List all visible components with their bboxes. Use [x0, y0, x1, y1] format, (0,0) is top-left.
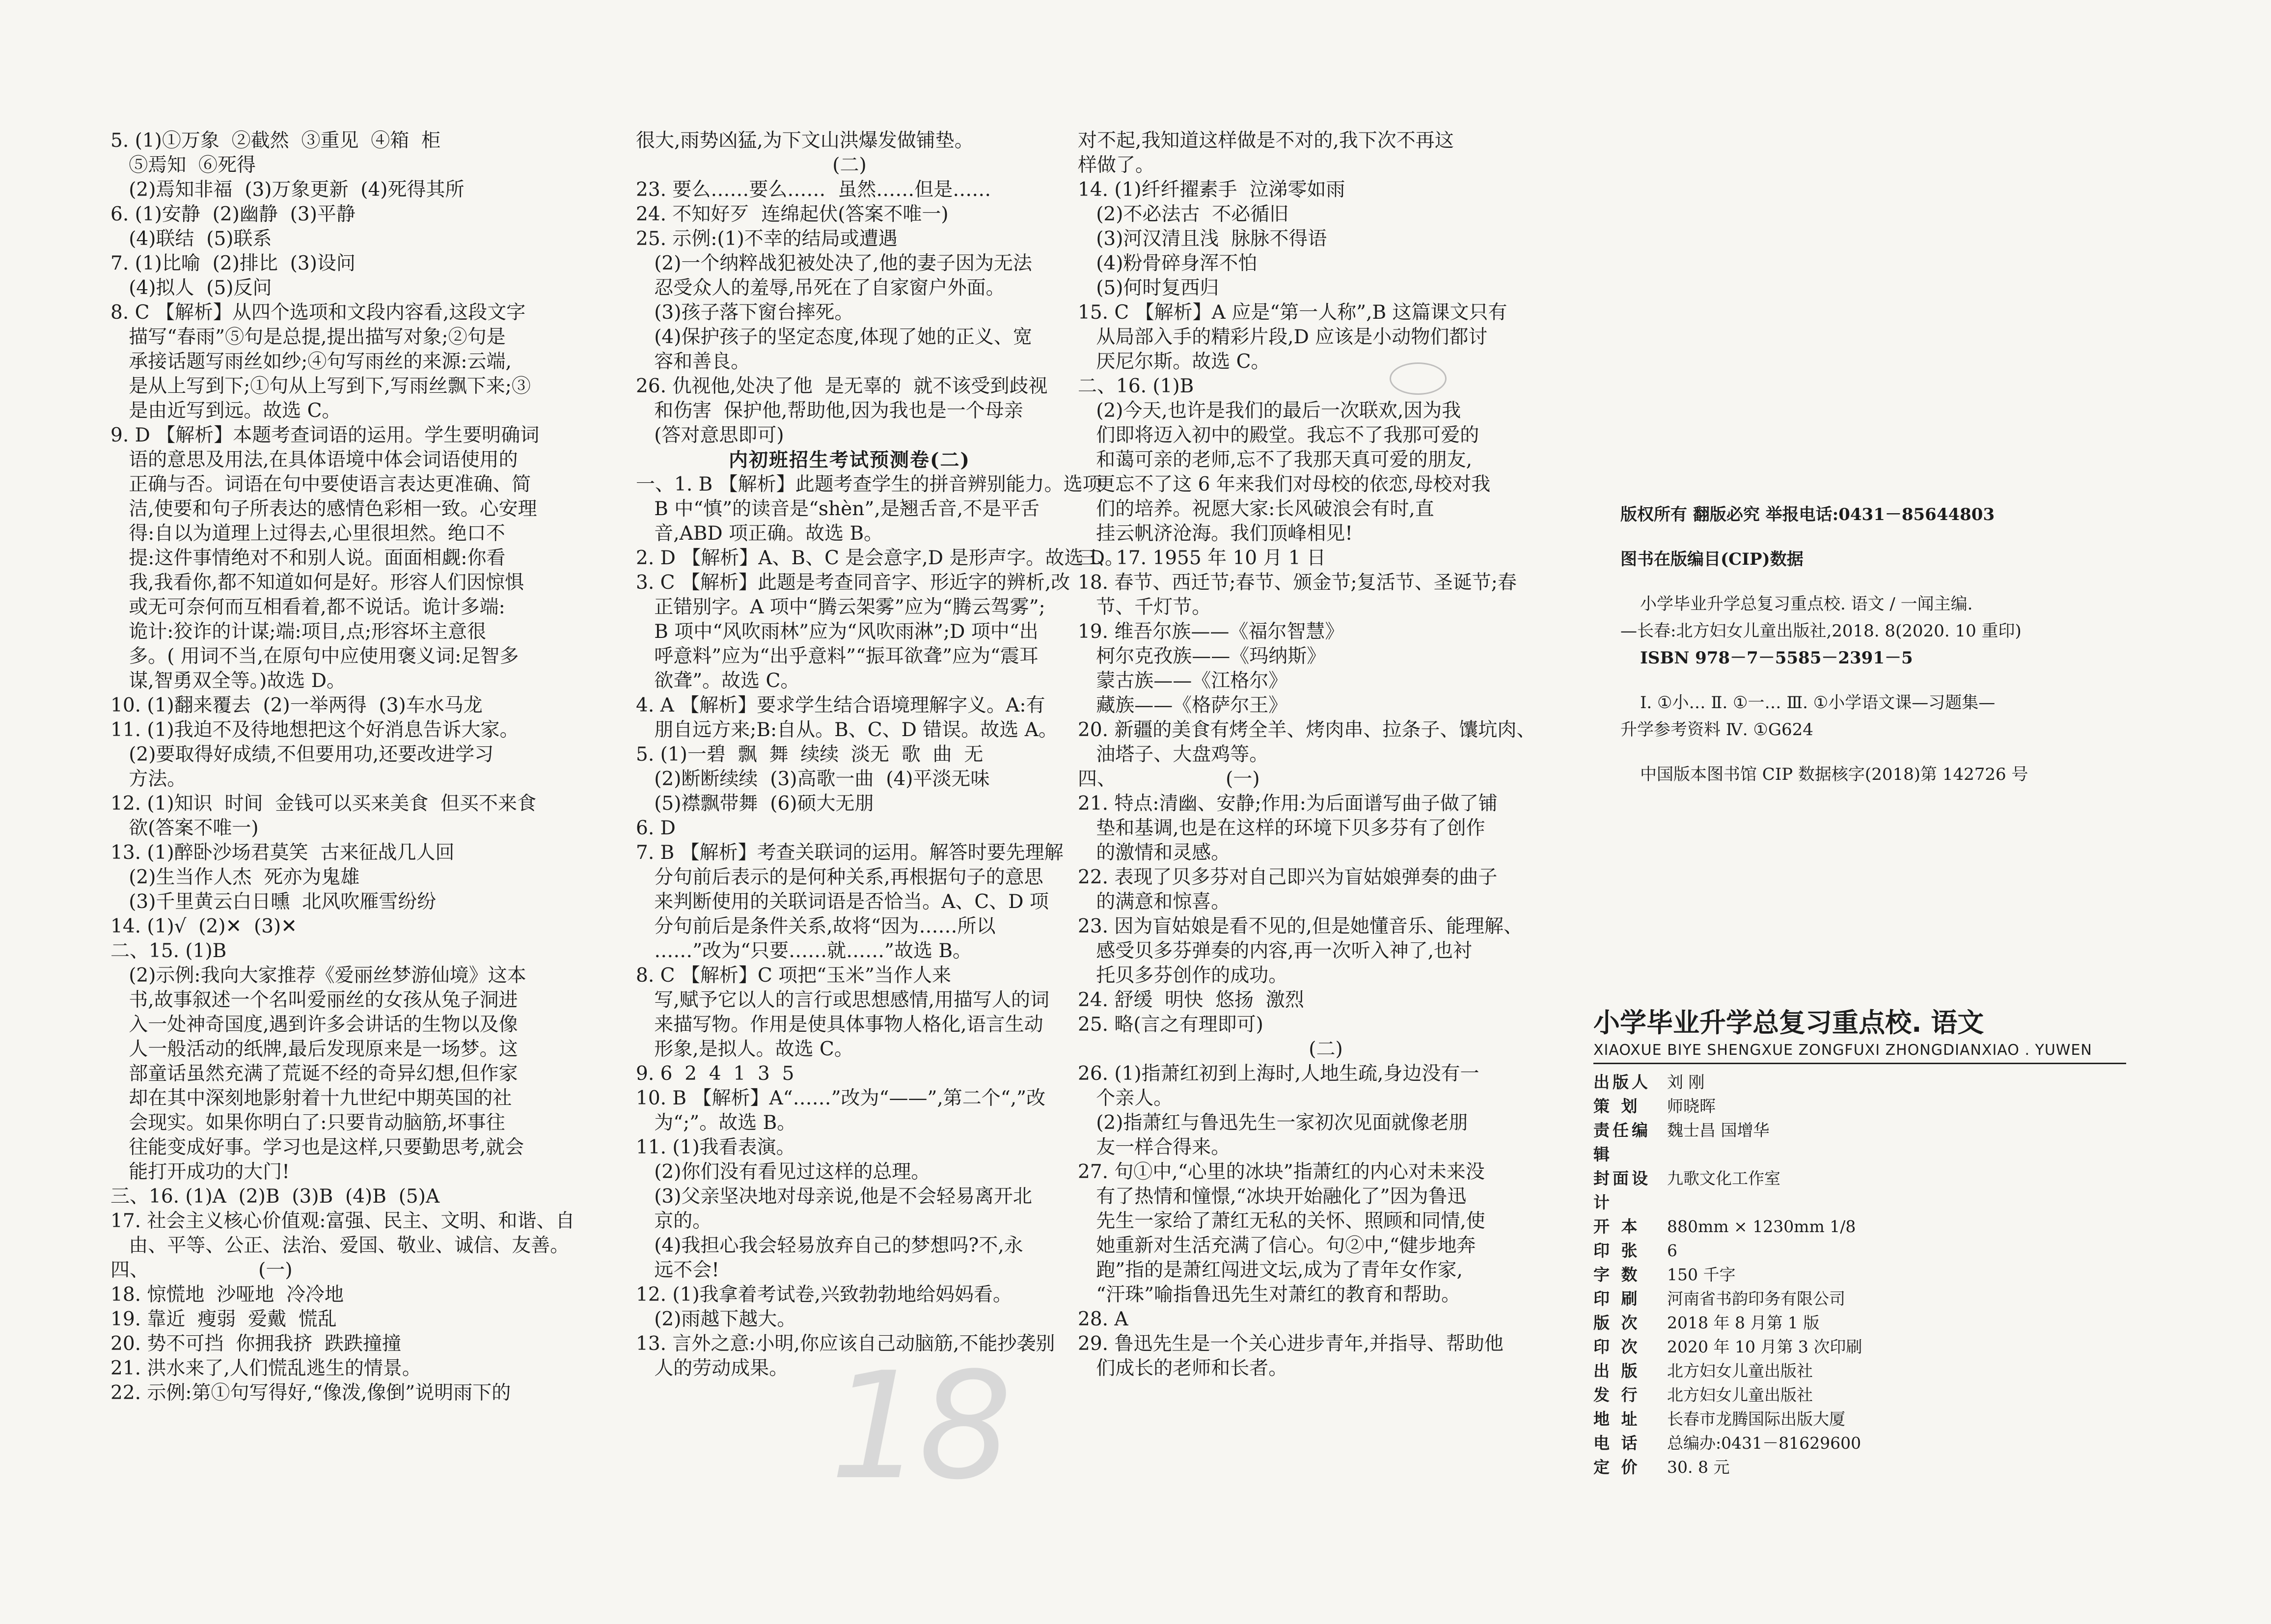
stamp-mark: [1390, 362, 1447, 395]
answer-line: 12. (1)知识 时间 金钱可以买来美食 但买不来食: [110, 793, 537, 815]
answer-line: 6. D: [636, 817, 676, 839]
answer-line: 14. (1)纤纤擢素手 泣涕零如雨: [1078, 179, 1345, 201]
answer-line: 二、16. (1)B: [1078, 375, 1194, 397]
answer-line: 欲聋”。故选 C。: [636, 670, 800, 692]
cip-block: [1620, 501, 2185, 788]
imprint-value: 北方妇女儿童出版社: [1667, 1361, 1813, 1380]
answer-line: 27. 句①中,“心里的冰块”指萧红的内心对未来没: [1078, 1161, 1485, 1183]
imprint-value: 2018 年 8 月第 1 版: [1667, 1313, 1820, 1332]
imprint-row: [1593, 1359, 2158, 1383]
answer-line: 朋自远方来;B:自从。B、C、D 错误。故选 A。: [636, 719, 1058, 741]
answer-line: 7. B 【解析】考查关联词的运用。解答时要先理解: [636, 842, 1064, 864]
answer-line: (4)我担心我会轻易放弃自己的梦想吗?不,永: [636, 1235, 1023, 1257]
imprint-value: 魏士昌 国增华: [1667, 1121, 1770, 1140]
imprint-key: 定 价: [1593, 1458, 1641, 1477]
answer-line: 承接话题写雨丝如纱;④句写雨丝的来源:云端,: [110, 351, 512, 373]
copyright-line: 版权所有 翻版必究 举报电话:0431－85644803: [1620, 505, 1995, 524]
answer-line: 油塔子、大盘鸡等。: [1078, 743, 1269, 766]
answer-line: 京的。: [636, 1210, 712, 1232]
answer-line: (3)千里黄云白日曛 北风吹雁雪纷纷: [110, 891, 437, 913]
imprint-row: [1593, 1311, 2158, 1335]
answer-line: (2)示例:我向大家推荐《爱丽丝梦游仙境》这本: [110, 964, 526, 987]
imprint-value: 刘 刚: [1667, 1073, 1705, 1092]
imprint-value: 2020 年 10 月第 3 次印刷: [1667, 1337, 1862, 1356]
answer-line: 20. 新疆的美食有烤全羊、烤肉串、拉条子、馕坑肉、: [1078, 719, 1536, 741]
imprint-row: [1593, 1431, 2158, 1455]
answer-line: 11. (1)我看表演。: [636, 1136, 795, 1158]
answer-line: (2)要取得好成绩,不但要用功,还要改进学习: [110, 743, 494, 766]
answer-line: 能打开成功的大门!: [110, 1161, 290, 1183]
answer-line: 23. 要么……要么…… 虽然……但是……: [636, 179, 991, 201]
answer-line: 人的劳动成果。: [636, 1357, 789, 1379]
answer-line: 22. 表现了贝多芬对自己即兴为盲姑娘弹奏的曲子: [1078, 866, 1498, 888]
answer-line: 正确与否。词语在句中要使语言表达更准确、简: [110, 473, 531, 495]
answer-line: 们成长的老师和长者。: [1078, 1357, 1288, 1379]
answer-line: 提:这件事情绝对不和别人说。面面相觑:你看: [110, 547, 506, 569]
answer-line: (4)保护孩子的坚定态度,体现了她的正义、宽: [636, 326, 1032, 348]
answer-line: 部童话虽然充满了荒诞不经的奇异幻想,但作家: [110, 1063, 518, 1085]
answer-line: (2)不必法古 不必循旧: [1078, 203, 1289, 225]
answer-line: 11. (1)我迫不及待地想把这个好消息告诉大家。: [110, 719, 519, 741]
answer-line: (3)父亲坚决地对母亲说,他是不会轻易离开北: [636, 1185, 1032, 1208]
answer-line: 23. 因为盲姑娘是看不见的,但是她懂音乐、能理解、: [1078, 915, 1523, 937]
answer-line: 8. C 【解析】从四个选项和文段内容看,这段文字: [110, 302, 526, 324]
answer-line: 语的意思及用法,在具体语境中体会词语使用的: [110, 449, 518, 471]
answer-line: 和蔼可亲的老师,忘不了我那天真可爱的朋友,: [1078, 449, 1472, 471]
answer-line: 却在其中深刻地影射着十九世纪中期英国的社: [110, 1087, 512, 1109]
imprint-key: 出版人: [1593, 1073, 1651, 1092]
answer-line: 有了热情和憧憬,“冰块开始融化了”因为鲁迅: [1078, 1185, 1467, 1208]
answer-line: “汗珠”喻指鲁迅先生对萧红的教育和帮助。: [1078, 1284, 1461, 1306]
answer-line: 谋,智勇双全等。)故选 D。: [110, 670, 346, 692]
answer-line: 三、17. 1955 年 10 月 1 日: [1078, 547, 1326, 569]
answer-line: 21. 洪水来了,人们慌乱逃生的情景。: [110, 1357, 421, 1379]
answer-line: 14. (1)√ (2)✕ (3)✕: [110, 915, 297, 937]
answer-line: 8. C 【解析】C 项把“玉米”当作人来: [636, 964, 951, 987]
imprint-key: 印 刷: [1593, 1289, 1641, 1308]
cip-number: 中国版本图书馆 CIP 数据核字(2018)第 142726 号: [1640, 765, 2028, 784]
imprint-row: [1593, 1214, 2158, 1239]
answer-line: 往能变成好事。学习也是这样,只要勤思考,就会: [110, 1136, 524, 1158]
answer-line: 二、15. (1)B: [110, 940, 227, 962]
answer-line: 3. C 【解析】此题是考查同音字、形近字的辨析,改: [636, 572, 1070, 594]
isbn: ISBN 978－7－5585－2391－5: [1640, 648, 1913, 668]
answer-line: 10. B 【解析】A“……”改为“——”,第二个“,”改: [636, 1087, 1046, 1109]
imprint-key: 责任编辑: [1593, 1121, 1651, 1164]
imprint-key: 电 话: [1593, 1433, 1641, 1453]
answer-line: 内初班招生考试预测卷(二): [729, 449, 970, 471]
answer-line: 24. 舒缓 明快 悠扬 激烈: [1078, 989, 1304, 1011]
answer-line: 她重新对生活充满了信心。句②中,“健步地奔: [1078, 1235, 1476, 1257]
answer-line: 13. 言外之意:小明,你应该自己动脑筋,不能抄袭别: [636, 1333, 1055, 1355]
cip-line-2: —长春:北方妇女儿童出版社,2018. 8(2020. 10 重印): [1620, 621, 2022, 641]
answer-line: (2)今天,也许是我们的最后一次联欢,因为我: [1078, 400, 1461, 422]
answer-line: 5. (1)①万象 ②截然 ③重见 ④箱 柜: [110, 130, 441, 152]
imprint-key: 策 划: [1593, 1097, 1641, 1116]
cip-line-1: 小学毕业升学总复习重点校. 语文 / 一闻主编.: [1640, 594, 1973, 614]
answer-line: 4. A 【解析】要求学生结合语境理解字义。A:有: [636, 694, 1045, 716]
answer-line: 很大,雨势凶猛,为下文山洪爆发做铺垫。: [636, 130, 974, 152]
imprint-row: [1593, 1070, 2158, 1094]
answer-line: 厌尼尔斯。故选 C。: [1078, 351, 1270, 373]
answer-line: 正错别字。A 项中“腾云架雾”应为“腾云驾雾”;: [636, 596, 1045, 618]
imprint-value: 师晓晖: [1667, 1097, 1716, 1116]
answer-column-left: [110, 129, 621, 1405]
answer-line: (2)一个纳粹战犯被处决了,他的妻子因为无法: [636, 252, 1032, 275]
answer-line: 来判断使用的关联词语是否恰当。A、C、D 项: [636, 891, 1049, 913]
answer-line: 蒙古族——《江格尔》: [1078, 670, 1288, 692]
answer-line: 们的培养。祝愿大家:长风破浪会有时,直: [1078, 498, 1434, 520]
answer-line: 17. 社会主义核心价值观:富强、民主、文明、和谐、自: [110, 1210, 575, 1232]
answer-line: (答对意思即可): [636, 424, 784, 446]
answer-line: 们即将迈入初中的殿堂。我忘不了我那可爱的: [1078, 424, 1479, 446]
imprint-key: 出 版: [1593, 1361, 1641, 1380]
answer-line: 21. 特点:清幽、安静;作用:为后面谱写曲子做了铺: [1078, 793, 1498, 815]
answer-line: 欲(答案不唯一): [110, 817, 259, 839]
answer-line: 我,我看你,都不知道如何是好。形容人们因惊惧: [110, 572, 524, 594]
answer-line: 是由近写到远。故选 C。: [110, 400, 341, 422]
answer-line: (4)联结 (5)联系: [110, 228, 272, 250]
answer-line: 一、1. B 【解析】此题考查学生的拼音辨别能力。选项: [636, 473, 1102, 495]
answer-line: (二): [832, 154, 867, 176]
imprint-value: 150 千字: [1667, 1265, 1736, 1284]
answer-line: 更忘不了这 6 年来我们对母校的依恋,母校对我: [1078, 473, 1491, 495]
answer-line: 7. (1)比喻 (2)排比 (3)设问: [110, 252, 356, 275]
book-pinyin: XIAOXUE BIYE SHENGXUE ZONGFUXI ZHONGDIANXIAO . YUWEN: [1593, 1042, 2092, 1059]
answer-line: 13. (1)醉卧沙场君莫笑 古来征战几人回: [110, 842, 455, 864]
answer-line: 先生一家给了萧红无私的关怀、照顾和同情,使: [1078, 1210, 1485, 1232]
imprint-row: [1593, 1094, 2158, 1118]
answer-line: B 项中“风吹雨林”应为“风吹雨淋”;D 项中“出: [636, 621, 1039, 643]
answer-line: 分句前后表示的是何种关系,再根据句子的意思: [636, 866, 1043, 888]
answer-line: (2)生当作人杰 死亦为鬼雄: [110, 866, 360, 888]
answer-line: 节、千灯节。: [1078, 596, 1211, 618]
answer-line: 25. 示例:(1)不幸的结局或遭遇: [636, 228, 898, 250]
answer-line: 个亲人。: [1078, 1087, 1173, 1109]
imprint-row: [1593, 1455, 2158, 1479]
answer-line: 22. 示例:第①句写得好,“像泼,像倒”说明雨下的: [110, 1382, 511, 1404]
imprint-key: 字 数: [1593, 1265, 1641, 1284]
imprint-row: [1593, 1239, 2158, 1263]
answer-line: 会现实。如果你明白了:只要肯动脑筋,坏事往: [110, 1112, 505, 1134]
imprint-key: 地 址: [1593, 1409, 1641, 1429]
answer-line: 9. 6 2 4 1 3 5: [636, 1063, 794, 1085]
answer-line: 对不起,我知道这样做是不对的,我下次不再这: [1078, 130, 1454, 152]
answer-line: 26. 仇视他,处决了他 是无辜的 就不该受到歧视: [636, 375, 1048, 397]
imprint-rows: [1593, 1070, 2158, 1479]
answer-line: 多。( 用词不当,在原句中应使用褒义词:足智多: [110, 645, 519, 667]
answer-line: (2)焉知非福 (3)万象更新 (4)死得其所: [110, 179, 465, 201]
imprint-key: 封面设计: [1593, 1169, 1651, 1212]
answer-line: 人一般活动的纸牌,最后发现原来是一场梦。这: [110, 1038, 518, 1060]
answer-line: 三、16. (1)A (2)B (3)B (4)B (5)A: [110, 1185, 440, 1208]
answer-line: 10. (1)翻来覆去 (2)一举两得 (3)车水马龙: [110, 694, 483, 716]
answer-line: ……”改为“只要……就……”故选 B。: [636, 940, 972, 962]
title-rule: [1593, 1063, 2126, 1064]
answer-line: 入一处神奇国度,遇到许多会讲话的生物以及像: [110, 1014, 518, 1036]
answer-line: (2)断断续续 (3)高歌一曲 (4)平淡无味: [636, 768, 990, 790]
answer-line: 书,故事叙述一个名叫爱丽丝的女孩从兔子洞进: [110, 989, 518, 1011]
imprint-row: [1593, 1118, 2158, 1166]
answer-line: 24. 不知好歹 连绵起伏(答案不唯一): [636, 203, 949, 225]
imprint-value: 九歌文化工作室: [1667, 1169, 1780, 1188]
imprint-value: 河南省书韵印务有限公司: [1667, 1289, 1845, 1308]
answer-line: 写,赋予它以人的言行或思想感情,用描写人的词: [636, 989, 1049, 1011]
answer-line: 挂云帆济沧海。我们顶峰相见!: [1078, 523, 1353, 545]
answer-line: (5)襟飘带舞 (6)硕大无朋: [636, 793, 874, 815]
imprint-block: [1593, 1002, 2158, 1479]
answer-line: 是从上写到下;①句从上写到下,写雨丝飘下来;③: [110, 375, 531, 397]
answer-line: 远不会!: [636, 1259, 719, 1281]
answer-line: 为“;”。故选 B。: [636, 1112, 796, 1134]
answer-line: 友一样合得来。: [1078, 1136, 1231, 1158]
imprint-key: 发 行: [1593, 1385, 1641, 1404]
answer-line: 容和善良。: [636, 351, 750, 373]
answer-line: 2. D 【解析】A、B、C 是会意字,D 是形声字。故选 D。: [636, 547, 1124, 569]
answer-line: 15. C 【解析】A 应是“第一人称”,B 这篇课文只有: [1078, 302, 1507, 324]
cip-heading: 图书在版编目(CIP)数据: [1620, 550, 1804, 569]
answer-line: 四、 (一): [110, 1259, 293, 1281]
imprint-value: 总编办:0431－81629600: [1667, 1433, 1861, 1453]
answer-line: 感受贝多芬弹奏的内容,再一次听入神了,也衬: [1078, 940, 1472, 962]
answer-line: (4)拟人 (5)反问: [110, 277, 272, 299]
answer-line: 来描写物。作用是使具体事物人格化,语言生动: [636, 1014, 1043, 1036]
answer-line: 18. 惊慌地 沙哑地 冷冷地: [110, 1284, 344, 1306]
imprint-value: 长春市龙腾国际出版大厦: [1667, 1409, 1845, 1429]
answer-line: (2)雨越下越大。: [636, 1308, 796, 1330]
answer-line: 12. (1)我拿着考试卷,兴致勃勃地给妈妈看。: [636, 1284, 1012, 1306]
imprint-value: 北方妇女儿童出版社: [1667, 1385, 1813, 1404]
cip-class-2: 升学参考资料 Ⅳ. ①G624: [1620, 720, 1813, 740]
answer-line: (二): [1309, 1038, 1343, 1060]
answer-line: (5)何时复西归: [1078, 277, 1219, 299]
answer-line: 28. A: [1078, 1308, 1128, 1330]
answer-line: 或无可奈何而互相看着,都不说话。诡计多端:: [110, 596, 505, 618]
answer-line: 方法。: [110, 768, 187, 790]
answer-line: 的激情和灵感。: [1078, 842, 1231, 864]
imprint-row: [1593, 1407, 2158, 1431]
answer-line: 样做了。: [1078, 154, 1155, 176]
answer-line: 分句前后是条件关系,故将“因为……所以: [636, 915, 996, 937]
answer-line: 形象,是拟人。故选 C。: [636, 1038, 853, 1060]
answer-line: (3)孩子落下窗台摔死。: [636, 302, 854, 324]
book-title: 小学毕业升学总复习重点校. 语文: [1593, 1007, 1984, 1038]
answer-line: 洁,使要和句子所表达的感情色彩相一致。心安理: [110, 498, 537, 520]
answer-line: 9. D 【解析】本题考查词语的运用。学生要明确词: [110, 424, 540, 446]
answer-line: (4)粉骨碎身浑不怕: [1078, 252, 1258, 275]
page-number: 18: [830, 1341, 1008, 1512]
answer-line: (3)河汉清且浅 脉脉不得语: [1078, 228, 1327, 250]
answer-line: 的满意和惊喜。: [1078, 891, 1231, 913]
answer-line: B 中“慎”的读音是“shèn”,是翘舌音,不是平舌: [636, 498, 1040, 520]
answer-line: 得:自以为道理上过得去,心里很坦然。绝口不: [110, 523, 505, 545]
imprint-key: 开 本: [1593, 1217, 1641, 1236]
answer-line: 25. 略(言之有理即可): [1078, 1014, 1263, 1036]
answer-line: 由、平等、公正、法治、爱国、敬业、诚信、友善。: [110, 1235, 570, 1257]
answer-line: (2)指萧红与鲁迅先生一家初次见面就像老朋: [1078, 1112, 1468, 1134]
imprint-row: [1593, 1287, 2158, 1311]
imprint-row: [1593, 1263, 2158, 1287]
imprint-row: [1593, 1335, 2158, 1359]
answer-line: 藏族——《格萨尔王》: [1078, 694, 1288, 716]
answer-column-right: [1078, 129, 1574, 1381]
answer-line: 19. 维吾尔族——《福尔智慧》: [1078, 621, 1344, 643]
answer-line: 6. (1)安静 (2)幽静 (3)平静: [110, 203, 356, 225]
answer-line: 四、 (一): [1078, 768, 1260, 790]
imprint-row: [1593, 1383, 2158, 1407]
cip-class-1: Ⅰ. ①小… Ⅱ. ①一… Ⅲ. ①小学语文课—习题集—: [1640, 693, 1996, 713]
imprint-row: [1593, 1166, 2158, 1214]
answer-line: 29. 鲁迅先生是一个关心进步青年,并指导、帮助他: [1078, 1333, 1504, 1355]
answer-line: 和伤害 保护他,帮助他,因为我也是一个母亲: [636, 400, 1023, 422]
imprint-key: 印 张: [1593, 1241, 1641, 1260]
answer-line: 音,ABD 项正确。故选 B。: [636, 523, 883, 545]
answer-line: 26. (1)指萧红初到上海时,人地生疏,身边没有一: [1078, 1063, 1479, 1085]
answer-line: 19. 靠近 瘦弱 爱戴 慌乱: [110, 1308, 337, 1330]
imprint-key: 印 次: [1593, 1337, 1641, 1356]
answer-line: 描写“春雨”⑤句是总提,提出描写对象;②句是: [110, 326, 506, 348]
answer-line: 呼意料”应为“出乎意料”“振耳欲聋”应为“震耳: [636, 645, 1039, 667]
imprint-key: 版 次: [1593, 1313, 1641, 1332]
imprint-value: 6: [1667, 1241, 1677, 1260]
answer-line: 托贝多芬创作的成功。: [1078, 964, 1288, 987]
answer-line: 忍受众人的羞辱,吊死在了自家窗户外面。: [636, 277, 1005, 299]
answer-line: 诡计:狡诈的计谋;端:项目,点;形容坏主意很: [110, 621, 487, 643]
answer-line: 垫和基调,也是在这样的环境下贝多芬有了创作: [1078, 817, 1485, 839]
imprint-value: 880mm × 1230mm 1/8: [1667, 1217, 1856, 1236]
answer-line: ⑤焉知 ⑥死得: [110, 154, 256, 176]
imprint-value: 30. 8 元: [1667, 1458, 1730, 1477]
answer-line: 柯尔克孜族——《玛纳斯》: [1078, 645, 1326, 667]
answer-line: (2)你们没有看见过这样的总理。: [636, 1161, 930, 1183]
answer-line: 18. 春节、西迁节;春节、颁金节;复活节、圣诞节;春: [1078, 572, 1517, 594]
answer-line: 从局部入手的精彩片段,D 应该是小动物们都讨: [1078, 326, 1488, 348]
answer-line: 20. 势不可挡 你拥我挤 跌跌撞撞: [110, 1333, 402, 1355]
answer-line: 5. (1)一碧 飘 舞 续续 淡无 歌 曲 无: [636, 743, 984, 766]
answer-line: 跑”指的是萧红闯进文坛,成为了青年女作家,: [1078, 1259, 1463, 1281]
